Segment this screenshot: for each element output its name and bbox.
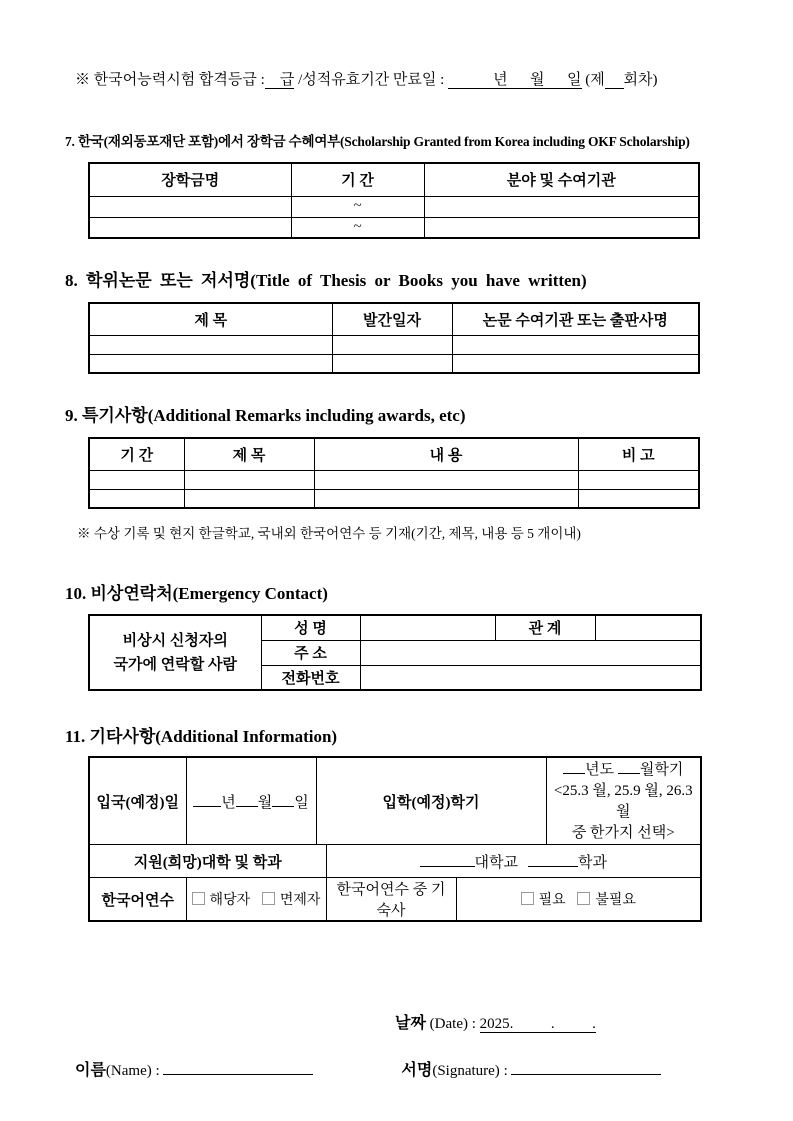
emergency-name-cell[interactable] [360, 615, 495, 640]
thesis-publisher-header: 논문 수여기관 또는 출판사명 [452, 303, 699, 335]
checkbox-noneed-icon[interactable] [577, 892, 590, 905]
thesis-row-2 [89, 354, 699, 373]
signature-line [75, 1057, 703, 1080]
remarks-content-cell[interactable] [314, 470, 578, 489]
korean-course-options-cell [186, 878, 326, 922]
thesis-date-header: 발간일자 [332, 303, 452, 335]
remarks-content-header: 내 용 [314, 438, 578, 470]
scholarship-field-cell[interactable] [424, 196, 699, 217]
entry-year-blank[interactable] [193, 791, 221, 807]
thesis-publisher-cell[interactable] [452, 335, 699, 354]
checkbox-need-icon[interactable] [521, 892, 534, 905]
section9-title: 9. 특기사항(Additional Remarks including awards, etc) [65, 406, 466, 425]
scholarship-name-cell[interactable] [89, 217, 291, 238]
topik-expiry-blank[interactable]: 년 월 일 [448, 72, 582, 88]
university-label: 지원(희망)대학 및 학과 [89, 845, 326, 878]
remarks-note-cell[interactable] [578, 470, 699, 489]
remarks-row-1 [89, 470, 699, 489]
scholarship-table [88, 162, 700, 239]
remarks-title-header: 제 목 [184, 438, 314, 470]
emergency-address-label: 주 소 [261, 640, 360, 665]
thesis-table [88, 302, 700, 374]
emergency-name-label: 성 명 [261, 615, 360, 640]
emergency-phone-label: 전화번호 [261, 665, 360, 690]
section7-title: 7. 한국(재외동포재단 포함)에서 장학금 수혜여부(Scholarship Granted from Korea including OKF Scholarship) [65, 134, 690, 149]
date-label: 날짜 [395, 1015, 426, 1032]
entry-day-unit: 일 [294, 794, 309, 811]
topik-round-suffix: 회차) [623, 72, 658, 88]
department-blank[interactable] [528, 851, 578, 867]
emergency-contact-table [88, 614, 702, 691]
scholarship-name-cell[interactable] [89, 196, 291, 217]
option-applicable: 해당자 [209, 893, 251, 908]
name-field [75, 1057, 313, 1080]
semester-cell[interactable] [546, 757, 701, 845]
thesis-publisher-cell[interactable] [452, 354, 699, 373]
thesis-header-row [89, 303, 699, 335]
entry-semester-row [89, 757, 701, 845]
remarks-title-cell[interactable] [184, 489, 314, 508]
topik-grade-note [75, 70, 703, 90]
scholarship-period-cell[interactable]: ~ [291, 217, 424, 238]
entry-month-blank[interactable] [236, 791, 258, 807]
university-name-blank[interactable] [420, 851, 475, 867]
remarks-period-cell[interactable] [89, 489, 184, 508]
emergency-person-line1: 비상시 신청자의 [122, 632, 228, 649]
dorm-label: 한국어연수 중 기숙사 [326, 878, 456, 922]
signature-field [401, 1057, 661, 1080]
name-colon: : [155, 1063, 160, 1079]
remarks-table [88, 437, 700, 509]
korean-course-row [89, 878, 701, 922]
remarks-footnote: ※ 수상 기록 및 현지 한글학교, 국내외 한국어연수 등 기재(기간, 제목, 내용 등 5 개이내) [77, 526, 581, 541]
date-label-en: (Date) [429, 1016, 468, 1032]
remarks-note-header: 비 고 [578, 438, 699, 470]
topik-note-prefix: ※ 한국어능력시험 합격등급 : [75, 72, 265, 88]
emergency-relation-label: 관 계 [495, 615, 595, 640]
date-line [395, 1010, 703, 1033]
entry-month-unit: 월 [257, 794, 273, 811]
dorm-options-cell [456, 878, 701, 922]
emergency-phone-cell[interactable] [360, 665, 701, 690]
entry-year-unit: 년 [221, 794, 236, 811]
entry-date-cell[interactable] [186, 757, 316, 845]
scholarship-period-cell[interactable]: ~ [291, 196, 424, 217]
scholarship-field-header: 분야 및 수여기관 [424, 163, 699, 196]
emergency-name-row [89, 615, 701, 640]
remarks-content-cell[interactable] [314, 489, 578, 508]
scholarship-row-2 [89, 217, 699, 238]
semester-term-unit: 월학기 [639, 762, 684, 778]
university-row [89, 845, 701, 878]
topik-round-blank[interactable] [605, 72, 624, 89]
signature-label: 서명 [401, 1062, 433, 1079]
remarks-header-row [89, 438, 699, 470]
section10-title: 10. 비상연락처(Emergency Contact) [65, 584, 328, 603]
date-value[interactable]: 2025. . . [479, 1016, 596, 1032]
name-label: 이름 [75, 1062, 106, 1079]
entry-day-blank[interactable] [272, 791, 294, 807]
department-suffix: 학과 [578, 854, 607, 871]
name-label-en: (Name) [105, 1063, 152, 1079]
semester-choices-line2: 중 한가지 선택> [571, 825, 675, 841]
thesis-date-cell[interactable] [332, 354, 452, 373]
remarks-period-header: 기 간 [89, 438, 184, 470]
name-blank[interactable] [163, 1058, 313, 1075]
emergency-person-cell [89, 615, 261, 690]
university-cell[interactable] [326, 845, 701, 878]
scholarship-field-cell[interactable] [424, 217, 699, 238]
topik-round-prefix: (제 [585, 72, 605, 88]
semester-year-blank[interactable] [563, 758, 585, 774]
thesis-date-cell[interactable] [332, 335, 452, 354]
signature-colon: : [503, 1063, 508, 1079]
scholarship-header-row [89, 163, 699, 196]
emergency-relation-cell[interactable] [595, 615, 701, 640]
semester-term-blank[interactable] [618, 758, 640, 774]
topik-grade-blank[interactable]: 급 [264, 72, 295, 88]
emergency-person-line2: 국가에 연락할 사람 [113, 656, 237, 673]
checkbox-applicable-icon[interactable] [192, 892, 205, 905]
semester-year-unit: 년도 [585, 762, 615, 778]
scholarship-period-header: 기 간 [291, 163, 424, 196]
thesis-title-cell[interactable] [89, 354, 332, 373]
thesis-title-cell[interactable] [89, 335, 332, 354]
section11-title: 11. 기타사항(Additional Information) [65, 727, 338, 746]
topik-note-separator: /성적유효기간 만료일 : [298, 72, 445, 88]
remarks-note-cell[interactable] [578, 489, 699, 508]
section8-title: 8. 학위논문 또는 저서명(Title of Thesis or Books you have written) [65, 271, 587, 290]
option-exempt: 면제자 [279, 893, 321, 908]
remarks-period-cell[interactable] [89, 470, 184, 489]
remarks-title-cell[interactable] [184, 470, 314, 489]
scholarship-row-1 [89, 196, 699, 217]
semester-choices-line1: <25.3 월, 25.9 월, 26.3 월 [553, 783, 693, 820]
scholarship-name-header: 장학금명 [89, 163, 291, 196]
university-suffix: 대학교 [474, 854, 518, 871]
emergency-address-cell[interactable] [360, 640, 701, 665]
semester-label: 입학(예정)학기 [316, 757, 546, 845]
thesis-row-1 [89, 335, 699, 354]
date-colon: : [471, 1016, 476, 1032]
signature-label-en: (Signature) [432, 1063, 500, 1079]
thesis-title-header: 제 목 [89, 303, 332, 335]
additional-info-table [88, 756, 702, 922]
entry-date-label: 입국(예정)일 [89, 757, 186, 845]
korean-course-label: 한국어연수 [89, 878, 186, 922]
option-noneed: 불필요 [595, 893, 636, 908]
signature-blank[interactable] [511, 1058, 661, 1075]
remarks-row-2 [89, 489, 699, 508]
checkbox-exempt-icon[interactable] [262, 892, 275, 905]
option-need: 필요 [538, 893, 566, 908]
